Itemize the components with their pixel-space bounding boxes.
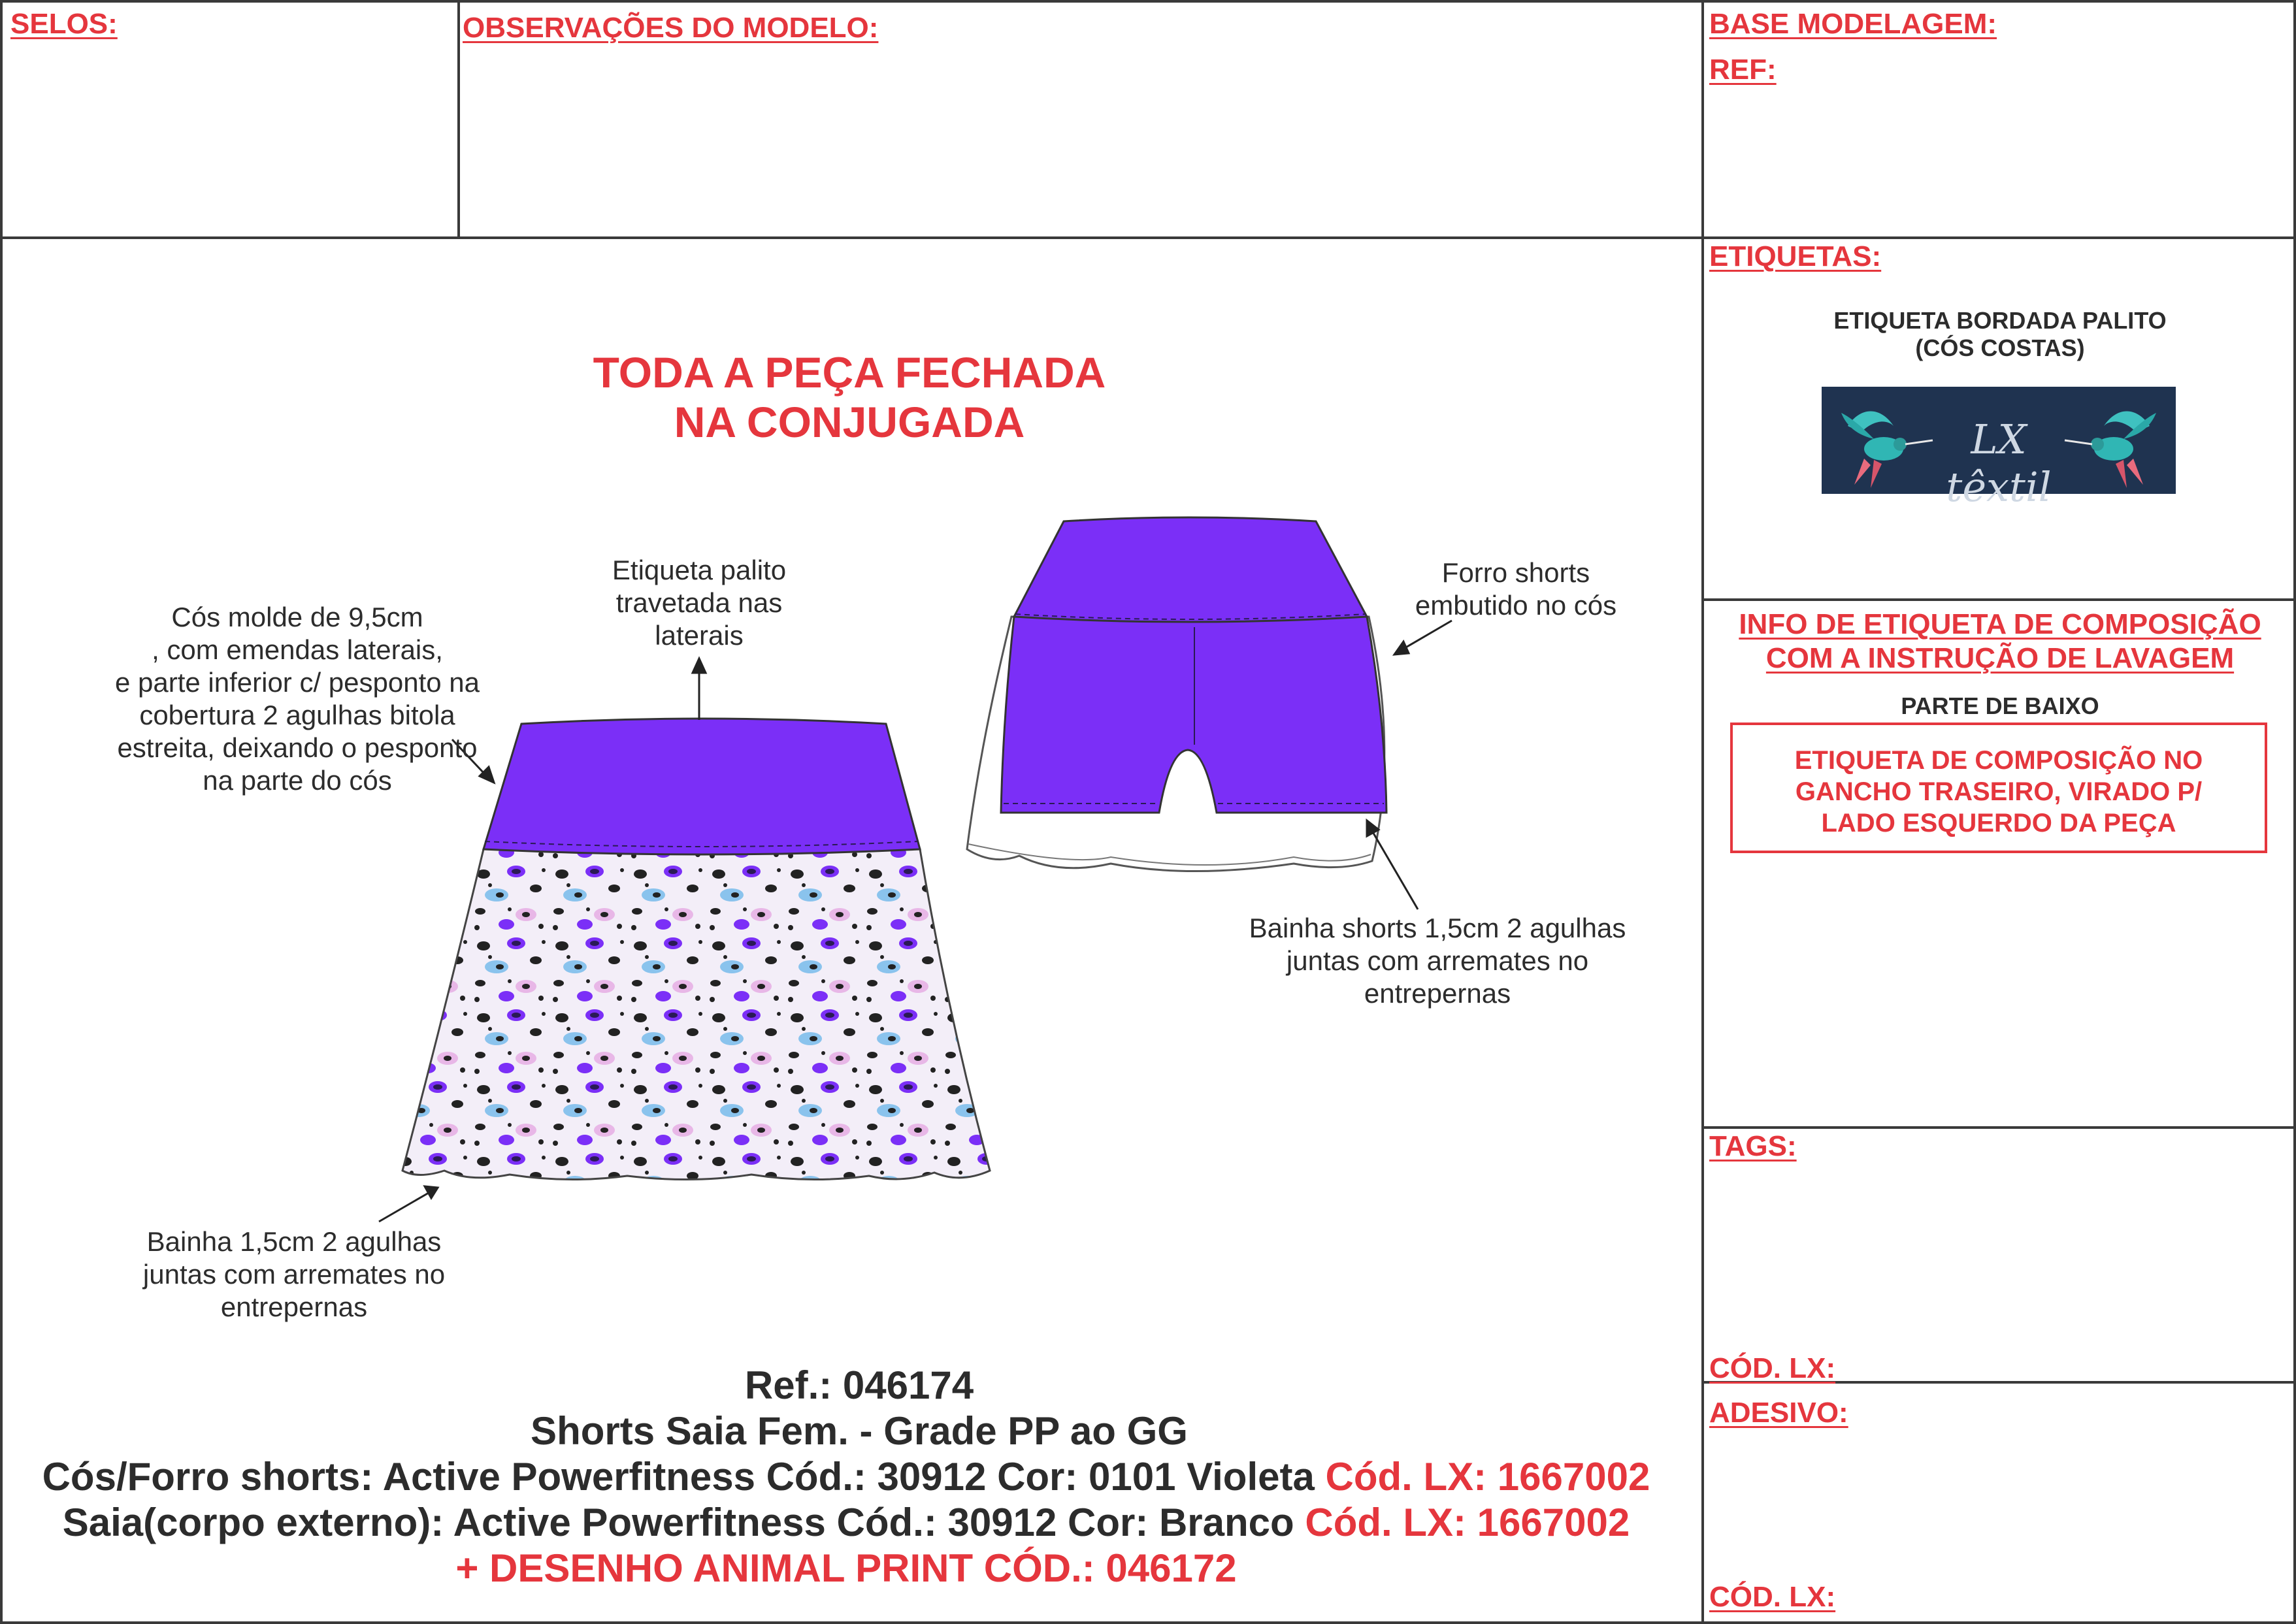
annotation-line: Bainha shorts 1,5cm 2 agulhas (1249, 913, 1626, 943)
annotation-line: juntas com arremates no (1286, 945, 1589, 976)
annotation-line: , com emendas laterais, (152, 634, 443, 665)
footer-ref: Ref.: 046174 (744, 1363, 974, 1407)
cod-lx-header-2: CÓD. LX: (1709, 1581, 1836, 1613)
adesivo-header: ADESIVO: (1709, 1397, 1848, 1429)
footer-cos-forro-cod: Cód. LX: 1667002 (1325, 1455, 1650, 1499)
annotation-etiqueta-palito (568, 554, 830, 652)
observacoes-header: OBSERVAÇÕES DO MODELO: (463, 12, 879, 44)
annotation-forro-shorts (1385, 557, 1647, 622)
parte-de-baixo-label: PARTE DE BAIXO (1901, 692, 2099, 719)
footer-saia-line (0, 1500, 1692, 1546)
shorts-waistband (1014, 517, 1367, 622)
annotation-line: Etiqueta palito (612, 555, 787, 585)
annotation-line: Cós molde de 9,5cm (171, 602, 423, 632)
annotation-line: embutido no cós (1415, 590, 1617, 621)
footer-saia-cod: Cód. LX: 1667002 (1305, 1501, 1630, 1544)
ref-header: REF: (1709, 54, 1777, 86)
annotation-cos-molde (39, 601, 555, 797)
composicao-line1: ETIQUETA DE COMPOSIÇÃO NO (1794, 746, 2203, 775)
annotation-bainha-shorts (1202, 912, 1673, 1010)
footer-cos-forro: Cós/Forro shorts: Active Powerfitness Cód.: 30912 Cor: 0101 Violeta (42, 1455, 1315, 1499)
logo-text: LX têxtil (1946, 415, 2052, 511)
base-modelagem-header: BASE MODELAGEM: (1709, 8, 1997, 40)
footer-cos-forro-line (0, 1454, 1692, 1500)
annotation-line: travetada nas (615, 587, 783, 618)
annotation-line: cobertura 2 agulhas bitola (139, 700, 455, 730)
cod-lx-header-1: CÓD. LX: (1709, 1352, 1836, 1384)
etiqueta-line2: (CÓS COSTAS) (1915, 334, 2085, 361)
info-title-line2: COM A INSTRUÇÃO DE LAVAGEM (1765, 642, 2235, 674)
annotation-line: Bainha 1,5cm 2 agulhas (146, 1226, 442, 1257)
annotation-line: entrepernas (1364, 978, 1511, 1009)
footer-desenho: + DESENHO ANIMAL PRINT CÓD.: 046172 (455, 1546, 1237, 1590)
etiquetas-header: ETIQUETAS: (1709, 240, 1882, 272)
footer-descricao: Shorts Saia Fem. - Grade PP ao GG (531, 1409, 1188, 1453)
annotation-line: estreita, deixando o pesponto (117, 732, 478, 763)
annotation-line: laterais (655, 620, 744, 651)
annotation-line: Forro shorts (1441, 557, 1590, 588)
footer-saia: Saia(corpo externo): Active Powerfitness Cód.: 30912 Cor: Branco (62, 1501, 1294, 1544)
annotation-bainha (98, 1226, 490, 1324)
annotation-line: na parte do cós (203, 765, 392, 796)
selos-header: SELOS: (10, 8, 118, 40)
footer-spec (13, 1363, 1705, 1591)
annotation-line: entrepernas (220, 1291, 368, 1322)
annotation-line: e parte inferior c/ pesponto na (114, 667, 480, 698)
etiqueta-line1: ETIQUETA BORDADA PALITO (1833, 307, 2167, 334)
annotation-line: juntas com arremates no (142, 1259, 446, 1290)
main-title-line1: TODA A PEÇA FECHADA (593, 348, 1106, 397)
info-title-line1: INFO DE ETIQUETA DE COMPOSIÇÃO (1739, 608, 2261, 640)
main-title-line2: NA CONJUGADA (674, 398, 1025, 446)
composicao-line3: LADO ESQUERDO DA PEÇA (1821, 809, 2176, 837)
skirt-body (402, 849, 990, 1180)
composicao-line2: GANCHO TRASEIRO, VIRADO P/ (1795, 777, 2203, 806)
tags-header: TAGS: (1709, 1130, 1797, 1162)
